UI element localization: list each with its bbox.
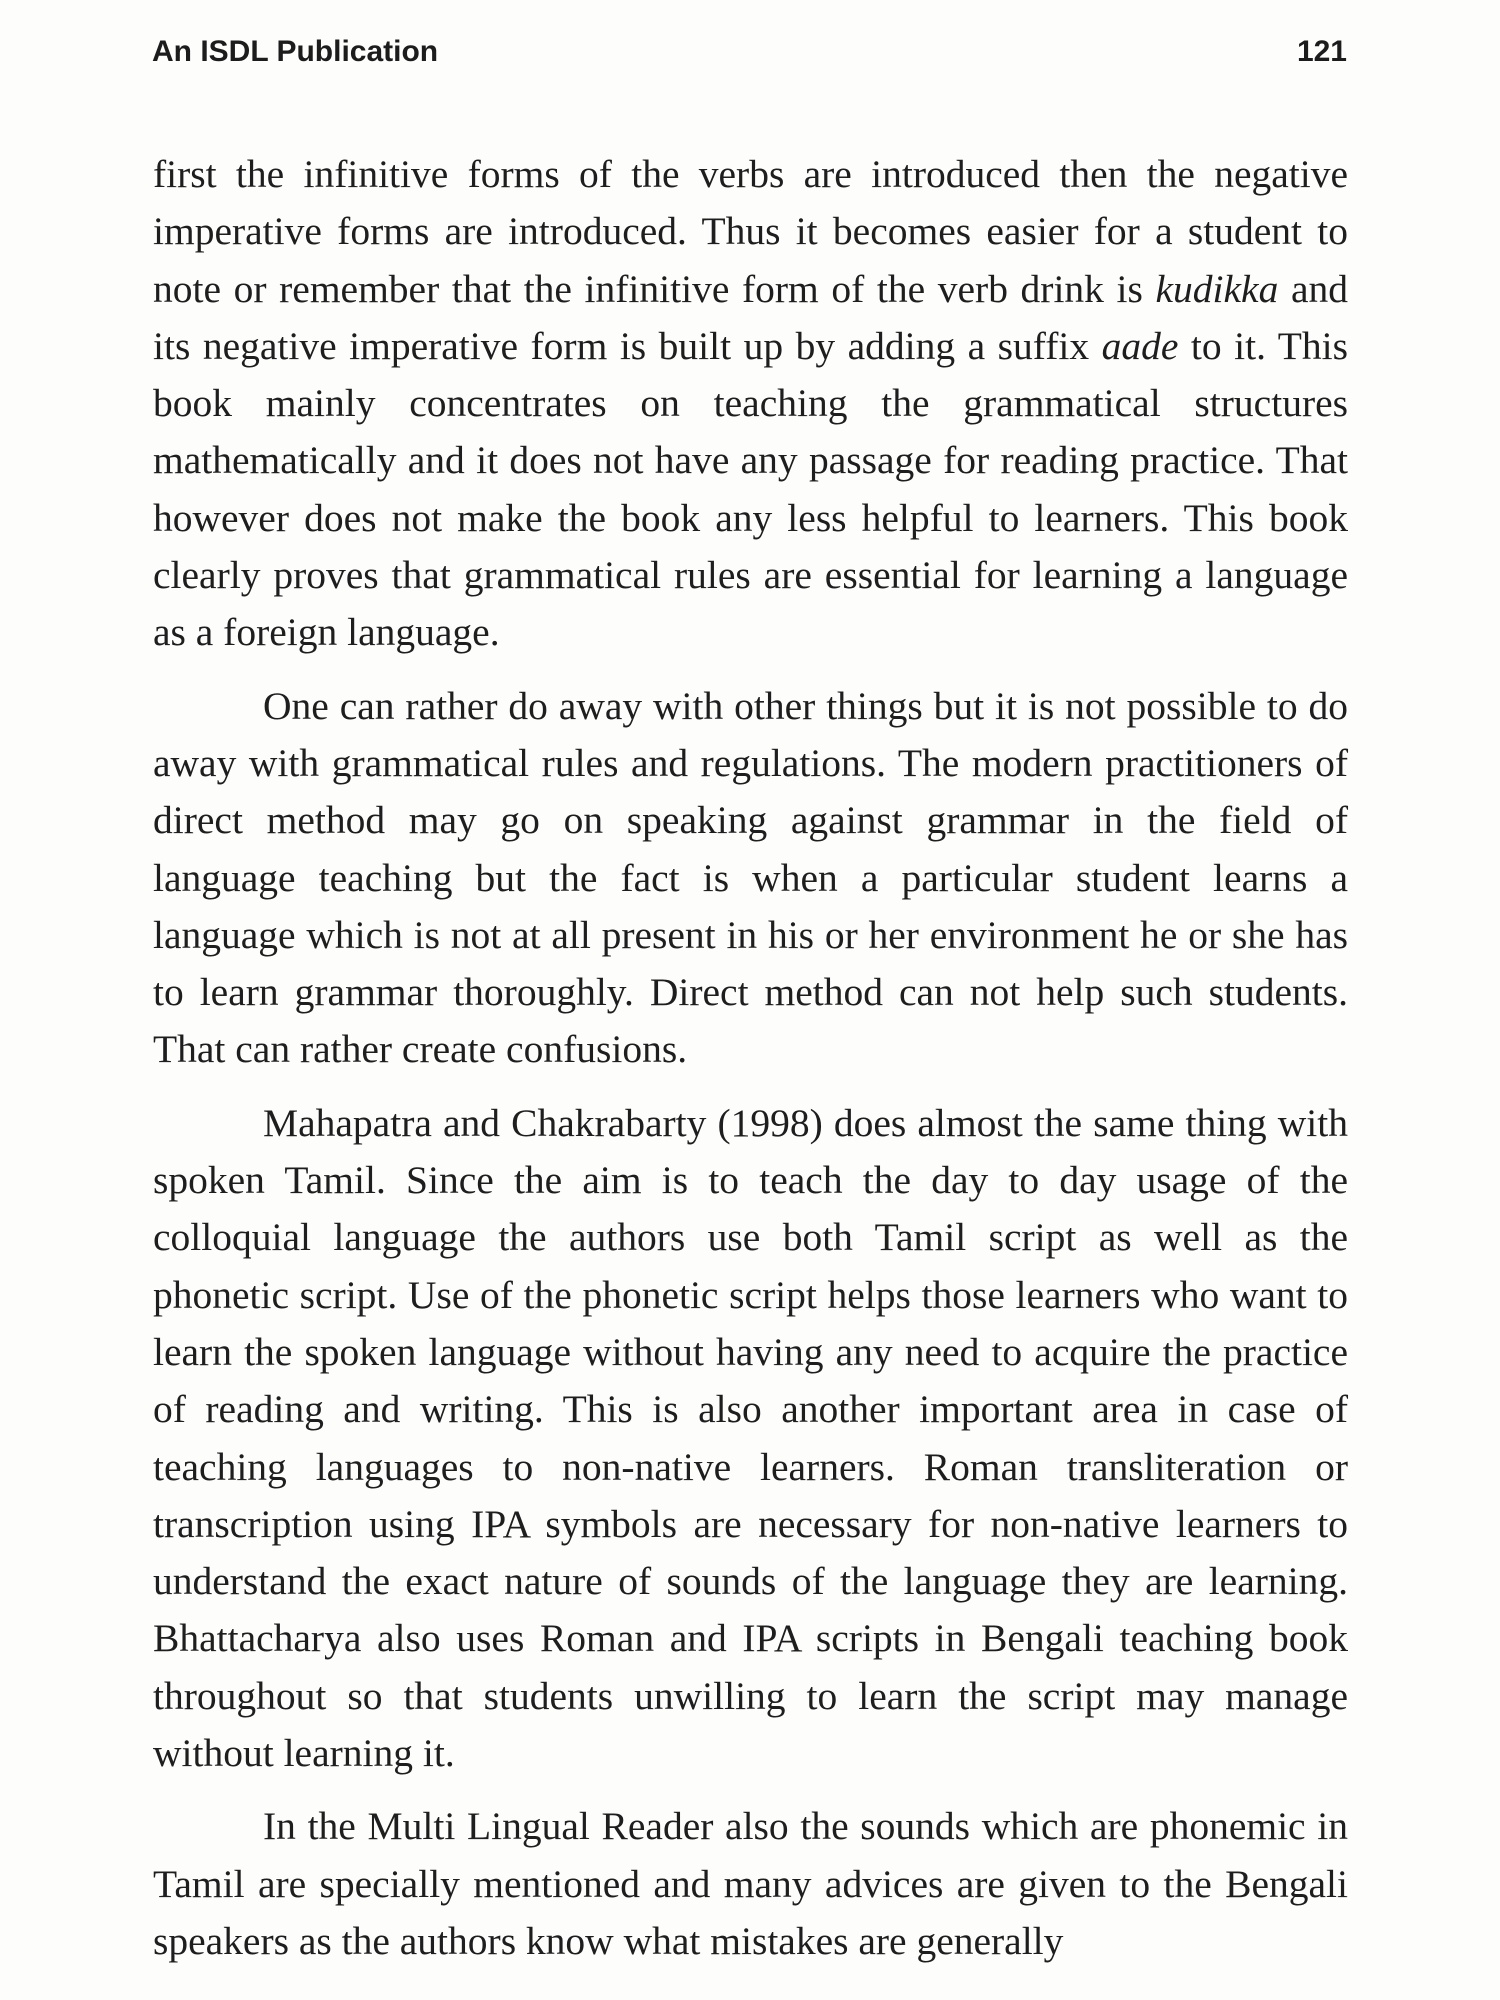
- paragraph-2: [153, 678, 1348, 1079]
- page-number: 121: [1296, 35, 1347, 68]
- text-segment: One can rather do away with other things but it is not possible to do away with grammatical rules and regulations. The modern practitioners of direct method may go on speaking against grammar in the field of language teaching but the fact is when a particular student learns a language which is not at all present in his or her environment he or she has to learn grammar thoroughly. Direct method can not help such students. That can rather create confusions.: [153, 683, 1348, 1072]
- text-segment: to it. This book mainly concentrates on teaching the grammatical structures mathematically and it does not have any passage for reading practice. That however does not make the book any less helpful to learners. This book clearly proves that grammatical rules are essential for learning a language as a foreign language.: [153, 323, 1349, 655]
- paragraph-1: [153, 146, 1348, 662]
- body-text: [153, 146, 1348, 1970]
- italic-term: aade: [1101, 323, 1179, 368]
- text-segment: first the infinitive forms of the verbs are introduced then the negative imperative forms are introduced. Thus it becomes easier for a student to note or remember that the infinitive form of the verb drink is: [153, 152, 1348, 311]
- text-segment: Mahapatra and Chakrabarty (1998) does almost the same thing with spoken Tamil. Since the aim is to teach the day to day usage of the colloquial language the authors use both Tamil script as well as the phonetic script. Use of the phonetic script helps those learners who want to learn the spoken language without having any need to acquire the practice of reading and writing. This is also another important area in case of teaching languages to non-native learners. Roman transliteration or transcription using IPA symbols are necessary for non-native learners to understand the exact nature of sounds of the language they are learning. Bhattacharya also uses Roman and IPA scripts in Bengali teaching book throughout so that students unwilling to learn the script may manage without learning it.: [153, 1100, 1348, 1776]
- text-segment: and its negative imperative form is built up by adding a suffix: [153, 266, 1348, 368]
- paragraph-4: [153, 1798, 1348, 1970]
- italic-term: kudikka: [1155, 266, 1279, 311]
- running-header: [152, 30, 1347, 74]
- paragraph-3: [153, 1095, 1348, 1783]
- text-segment: In the Multi Lingual Reader also the sounds which are phonemic in Tamil are specially mentioned and many advices are given to the Bengali speakers as the authors know what mistakes are generally: [153, 1804, 1348, 1963]
- publication-title: An ISDL Publication: [152, 35, 439, 68]
